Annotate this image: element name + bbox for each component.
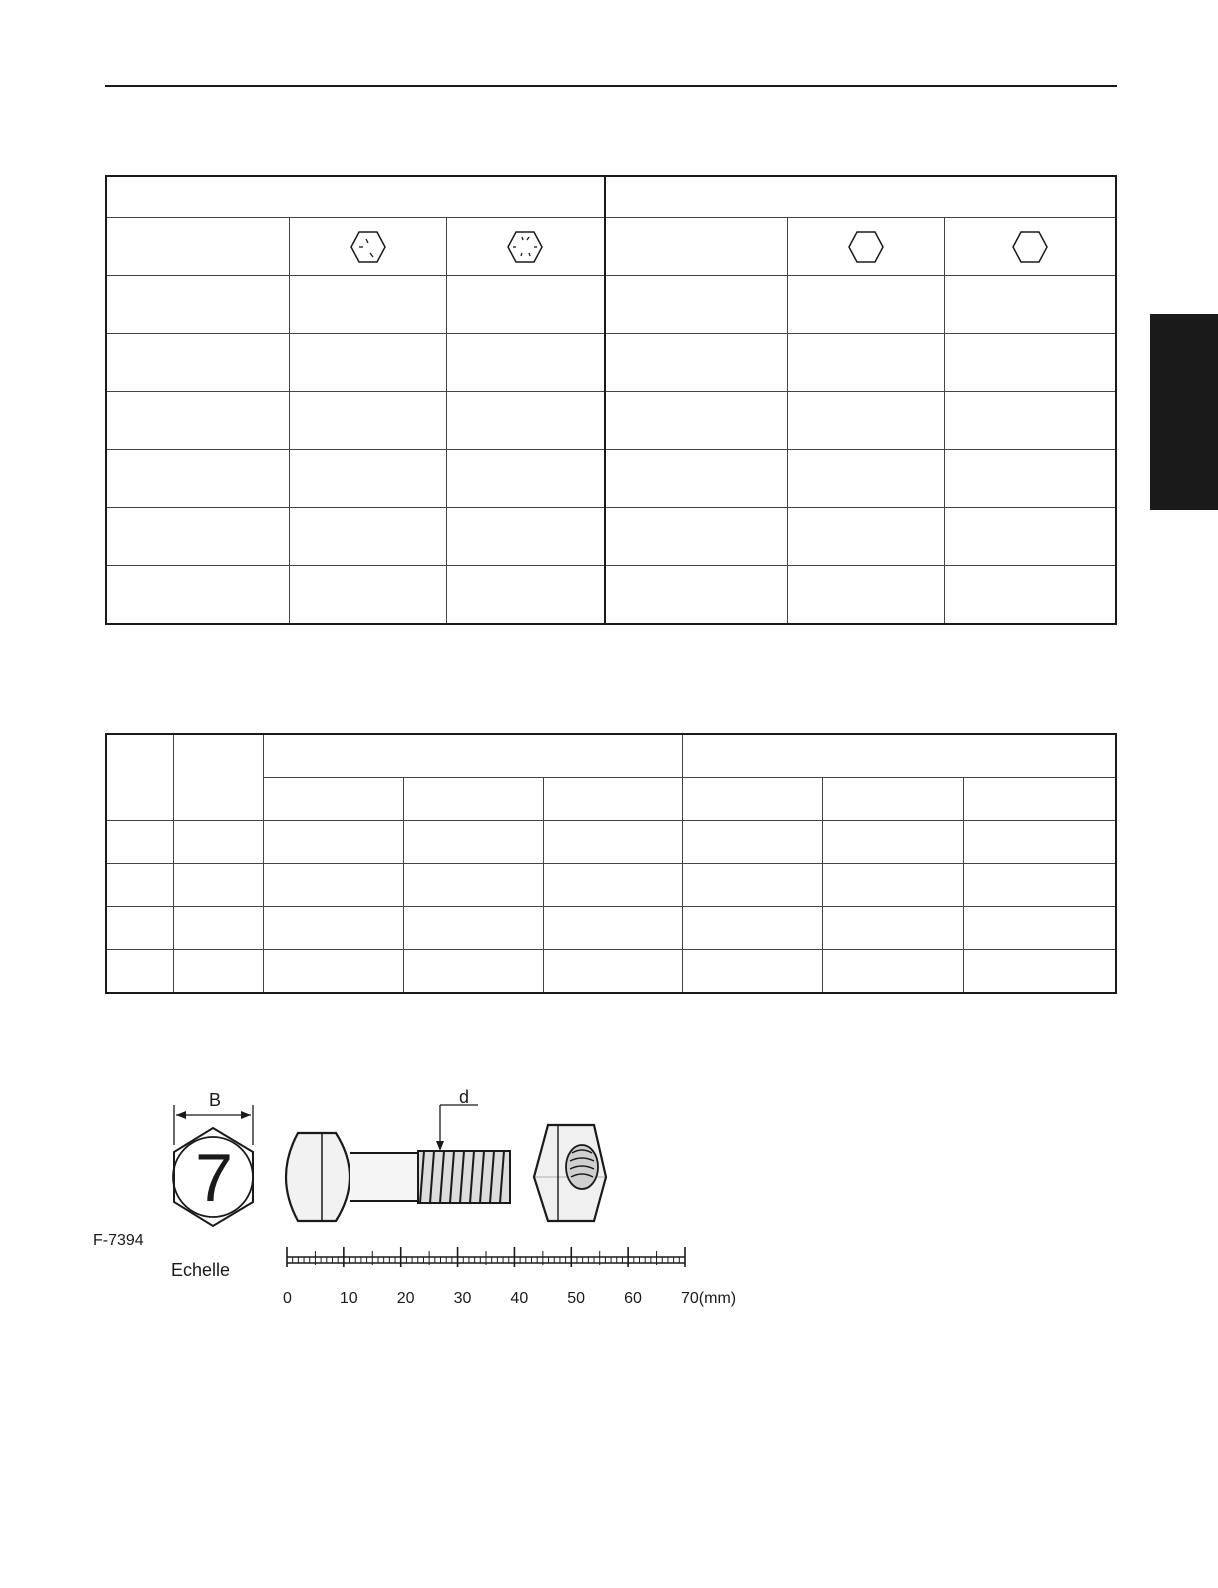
table-row: [106, 950, 1116, 994]
mm-scale: [287, 1247, 685, 1267]
lower-subheader-cell: [403, 778, 543, 821]
scale-tick-label: 0: [283, 1290, 292, 1307]
hex-bolt-marked-icon: [350, 231, 386, 263]
hex-bolt-marked-icon: [507, 231, 543, 263]
scale-title: Echelle: [171, 1260, 231, 1280]
figure-id: F-7394: [93, 1232, 144, 1249]
lower-subheader-cell: [543, 778, 682, 821]
grade-mark-number: 7: [195, 1140, 233, 1216]
top-rule: [105, 85, 1117, 87]
table-row: [106, 864, 1116, 907]
scale-tick-label: 60: [624, 1290, 642, 1307]
upper-left-group-header: [106, 176, 605, 218]
table-row: [106, 392, 1116, 450]
lower-torque-table: [105, 733, 1117, 994]
scale-tick-label: 50: [567, 1290, 586, 1307]
scale-tick-label: 10: [339, 1290, 358, 1307]
table-row: [106, 907, 1116, 950]
lower-subheader-cell: [682, 778, 822, 821]
table-row: [106, 566, 1116, 625]
lower-subheader-cell: [263, 778, 403, 821]
upper-torque-table: [105, 175, 1117, 625]
table-row: [106, 276, 1116, 334]
table-row: [106, 334, 1116, 392]
table-row: [106, 450, 1116, 508]
upper-size-header-right: [605, 218, 787, 276]
hex-nut-plain-icon: [848, 231, 884, 263]
scale-tick-label: 70(mm): [681, 1290, 737, 1307]
dimension-d-label: d: [459, 1087, 470, 1107]
upper-header-cell: [787, 218, 944, 276]
lower-header-cell: [106, 734, 173, 821]
upper-size-header-left: [106, 218, 289, 276]
upper-right-group-header: [605, 176, 1116, 218]
scale-tick-label: 20: [396, 1290, 415, 1307]
hex-nut-plain-icon: [1012, 231, 1048, 263]
upper-header-cell: [446, 218, 605, 276]
lower-right-group-header: [682, 734, 1116, 778]
lower-subheader-cell: [822, 778, 963, 821]
section-tab: [1150, 314, 1218, 510]
upper-header-cell: [944, 218, 1116, 276]
lower-subheader-cell: [963, 778, 1116, 821]
lower-header-cell: [173, 734, 263, 821]
table-row: [106, 508, 1116, 566]
bolt-side-view: [286, 1105, 510, 1221]
dimension-b-label: B: [209, 1090, 222, 1110]
scale-tick-label: 30: [453, 1290, 472, 1307]
upper-header-cell: [289, 218, 446, 276]
table-row: [106, 821, 1116, 864]
scale-tick-label: 40: [510, 1290, 529, 1307]
lower-left-group-header: [263, 734, 682, 778]
nut-view: [534, 1125, 606, 1221]
